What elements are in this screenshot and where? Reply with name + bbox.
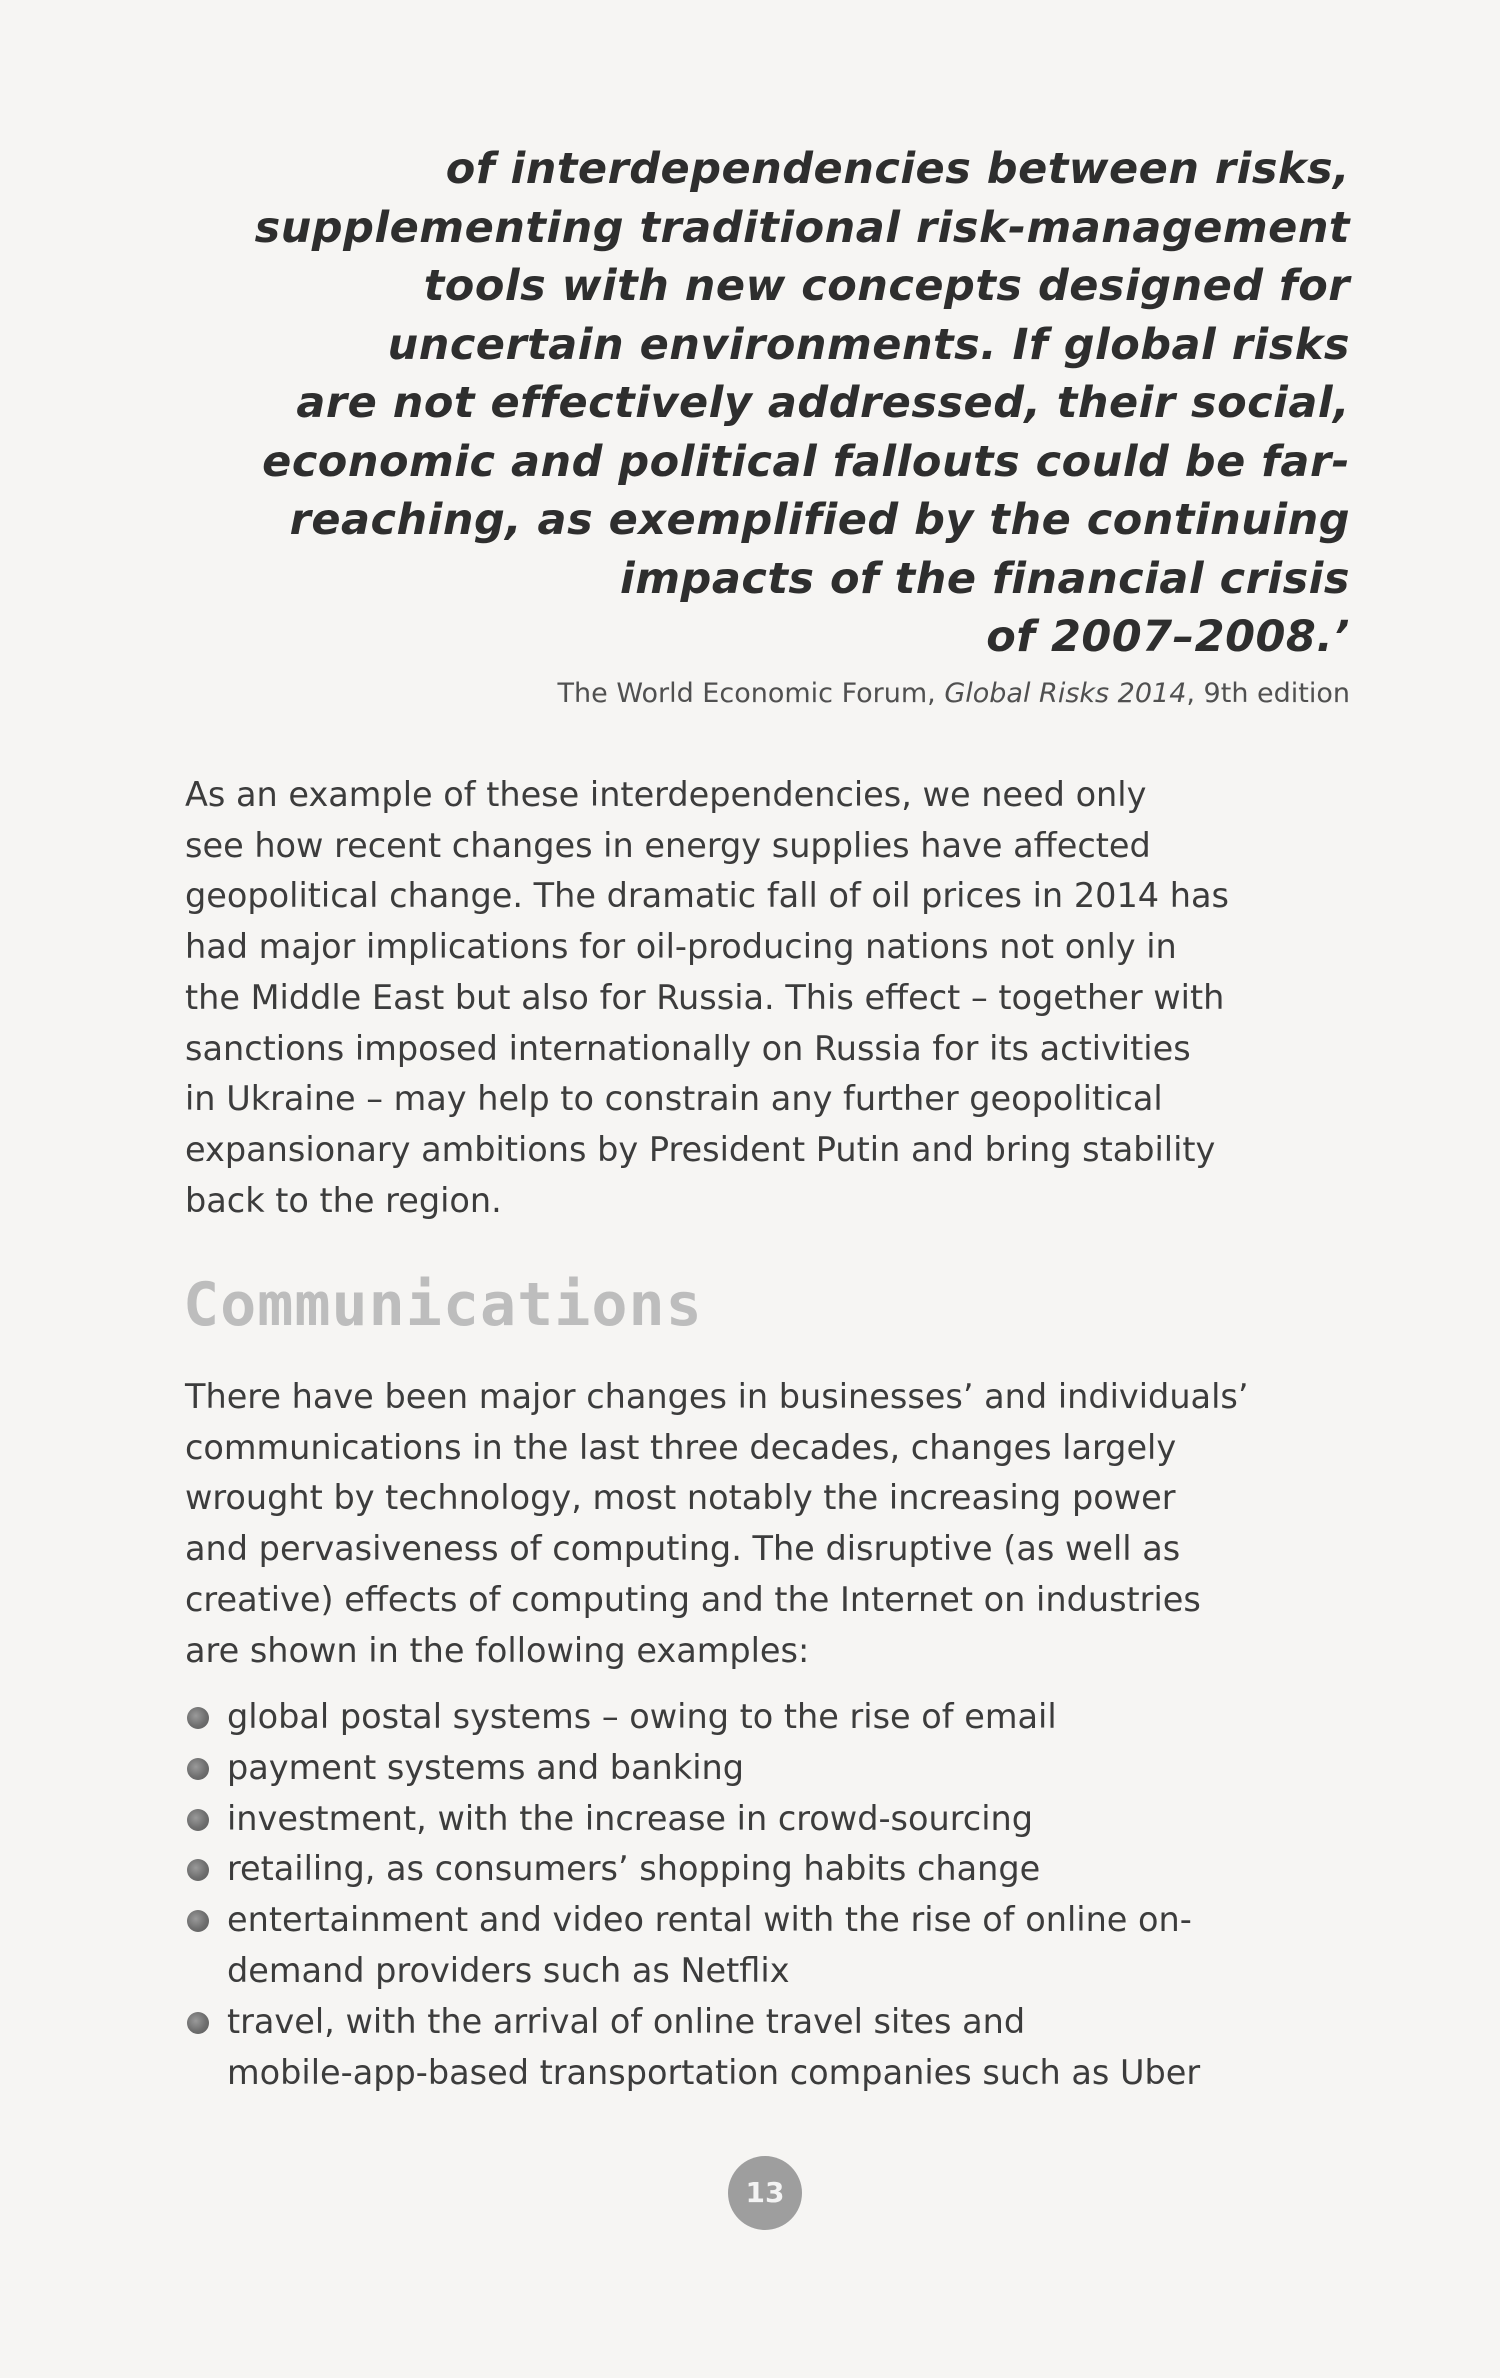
quote-line: of 2007–2008.’ [986, 612, 1350, 662]
attribution-edition: , 9th edition [1186, 677, 1350, 709]
paragraph-line: in Ukraine – may help to constrain any further geopolitical [185, 1079, 1163, 1119]
bullet-icon [187, 1707, 209, 1729]
list-item-text: mobile-app-based transportation companies such as Uber [227, 2052, 1201, 2092]
quote-line: tools with new concepts designed for [423, 261, 1350, 311]
quote-line: uncertain environments. If global risks [387, 319, 1350, 370]
quote-line: reaching, as exemplified by the continuing [289, 495, 1350, 545]
bullet-icon [187, 1758, 209, 1780]
list-item-text: demand providers such as Netflix [227, 1950, 790, 1990]
list-item-text: payment systems and banking [227, 1747, 744, 1787]
quote-line: economic and political fallouts could be far- [262, 436, 1350, 487]
attribution-source: The World Economic Forum, [557, 677, 945, 709]
examples-list [185, 1692, 1385, 2098]
paragraph-line: As an example of these interdependencies, we need only [185, 775, 1147, 814]
paragraph-line: the Middle East but also for Russia. This effect – together with [185, 977, 1225, 1017]
paragraph-line: had major implications for oil-producing nations not only in [185, 927, 1177, 967]
paragraph-line: creative) effects of computing and the Internet on industries [185, 1579, 1201, 1619]
list-item [185, 1844, 1385, 1895]
list-item-text: retailing, as consumers’ shopping habits change [227, 1849, 1041, 1889]
bullet-icon [187, 2012, 209, 2034]
pull-quote [180, 140, 1350, 711]
list-item-text: global postal systems – owing to the rise of email [227, 1697, 1057, 1736]
list-item [185, 1794, 1385, 1845]
body-paragraph-communications [185, 1372, 1365, 1676]
paragraph-line: back to the region. [185, 1180, 502, 1220]
paragraph-line: are shown in the following examples: [185, 1630, 810, 1670]
quote-attribution [180, 677, 1350, 711]
paragraph-line: expansionary ambitions by President Putin and bring stability [185, 1129, 1216, 1169]
bullet-icon [187, 1809, 209, 1831]
paragraph-line: wrought by technology, most notably the increasing power [185, 1478, 1176, 1518]
page-number-badge: 13 [728, 2156, 802, 2230]
list-item-text: travel, with the arrival of online travel sites and [227, 2001, 1026, 2041]
paragraph-line: and pervasiveness of computing. The disruptive (as well as [185, 1529, 1181, 1569]
paragraph-line: communications in the last three decades, changes largely [185, 1427, 1177, 1467]
quote-line: of interdependencies between risks, [445, 144, 1350, 194]
section-heading: Communications [183, 1270, 703, 1340]
list-item [185, 1743, 1385, 1794]
list-item-text: investment, with the increase in crowd-sourcing [227, 1798, 1033, 1838]
bullet-icon [187, 1859, 209, 1881]
paragraph-line: sanctions imposed internationally on Russia for its activities [185, 1028, 1191, 1068]
quote-line: are not effectively addressed, their social, [296, 378, 1350, 428]
bullet-icon [187, 1910, 209, 1932]
paragraph-line: There have been major changes in businesses’ and individuals’ [185, 1377, 1249, 1416]
paragraph-line: geopolitical change. The dramatic fall of oil prices in 2014 has [185, 876, 1229, 916]
list-item [185, 1895, 1385, 1997]
attribution-title: Global Risks 2014 [944, 677, 1187, 709]
list-item [185, 1692, 1385, 1743]
paragraph-line: see how recent changes in energy supplies have affected [185, 825, 1151, 865]
list-item [185, 1997, 1385, 2099]
list-item-text: entertainment and video rental with the rise of online on- [227, 1900, 1192, 1940]
quote-line: supplementing traditional risk-management [254, 202, 1350, 253]
body-paragraph-energy [185, 770, 1365, 1226]
quote-line: impacts of the financial crisis [620, 553, 1350, 604]
